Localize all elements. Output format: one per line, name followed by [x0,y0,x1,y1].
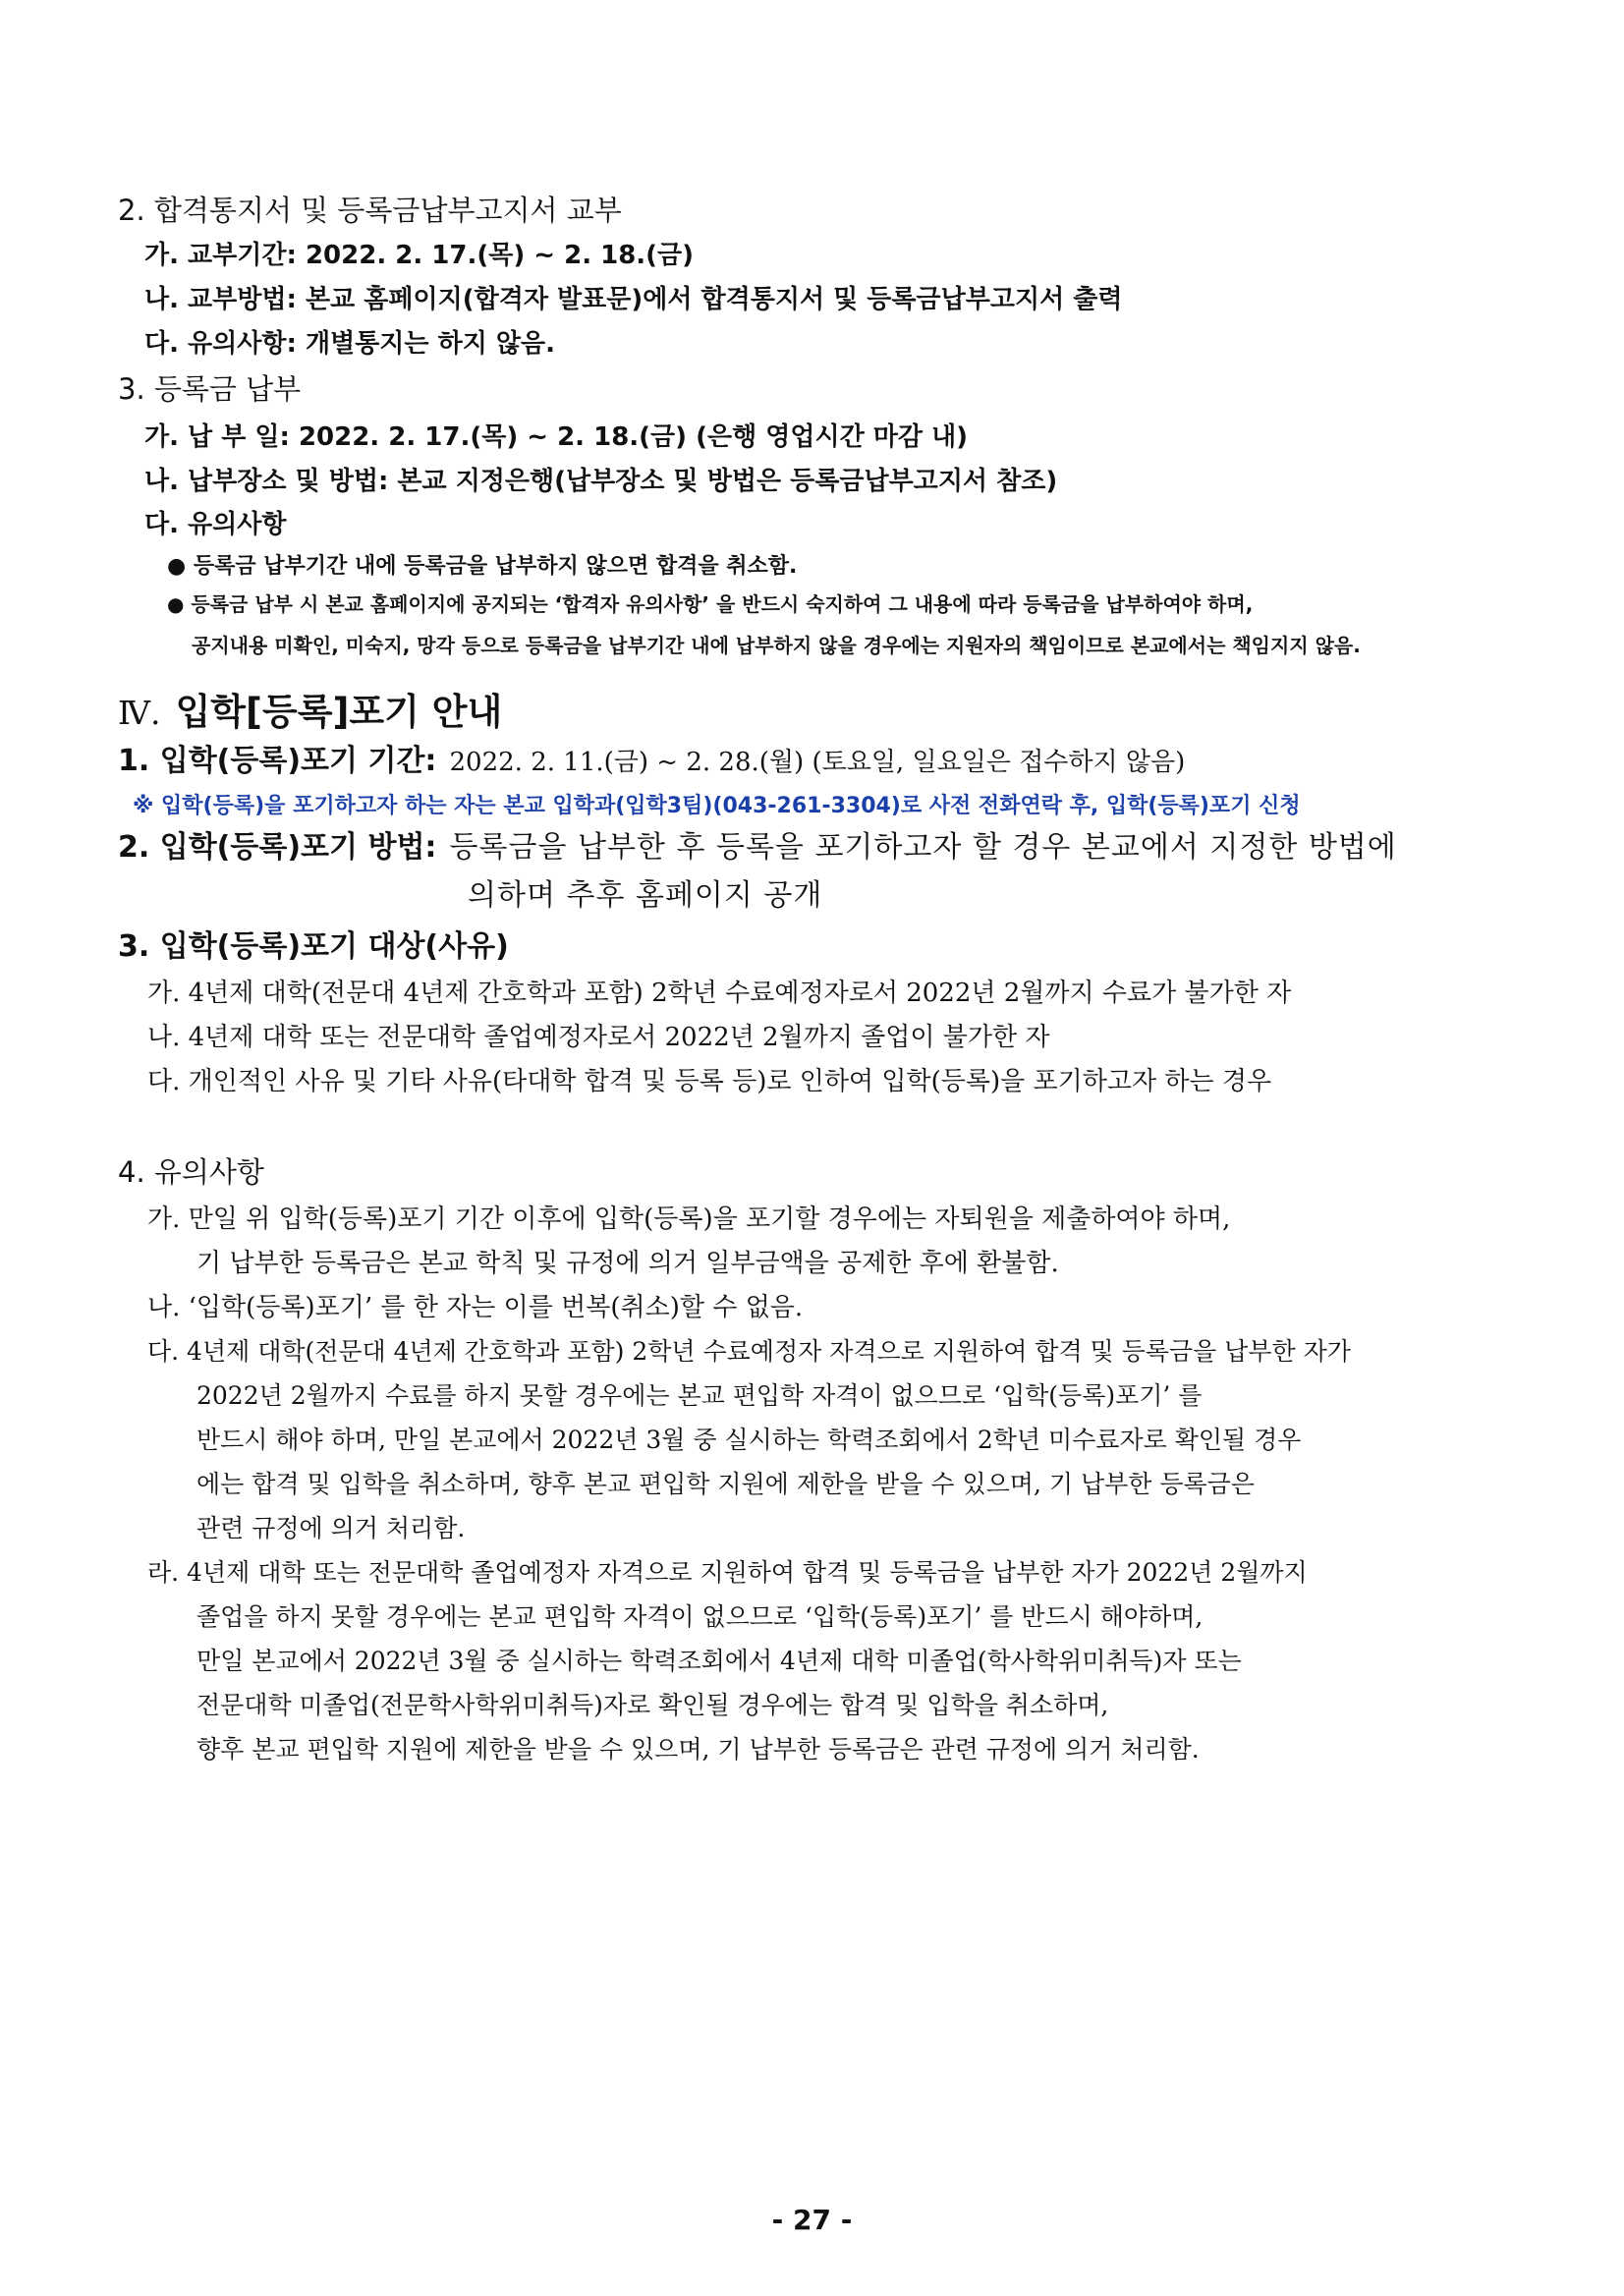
section-4-title: 입학[등록]포기 안내 [175,691,503,733]
sec4-target-b: 나. 4년제 대학 또는 전문대학 졸업예정자로서 2022년 2월까지 졸업이 불가한 자 [147,1023,1050,1052]
sec4-note-d1: 라. 4년제 대학 또는 전문대학 졸업예정자 자격으로 지원하여 합격 및 등록금을 납부한 자가 2022년 2월까지 [147,1558,1308,1587]
sec2-item-c: 다. 유의사항: 개별통지는 하지 않음. [144,329,555,359]
sec4-method-text-1: 등록금을 납부한 후 등록을 포기하고자 할 경우 본교에서 지정한 방법에 [449,830,1397,865]
sec3-bullet-2-line1: ● 등록금 납부 시 본교 홈페이지에 공지되는 ‘합격자 유의사항’ 을 반드시 숙지하여 그 내용에 따라 등록금을 납부하여야 하며, [167,592,1254,616]
page-number: - 27 - [771,2204,853,2236]
sec4-note-c3: 반드시 해야 하며, 만일 본교에서 2022년 3월 중 실시하는 학력조회에서 2학년 미수료자로 확인될 경우 [196,1426,1302,1454]
sec4-note-a2: 기 납부한 등록금은 본교 학칙 및 규정에 의거 일부금액을 공제한 후에 환불함. [196,1249,1059,1278]
sec4-period-line [118,744,1186,778]
section-4-heading [118,691,503,733]
sec4-note-c5: 관련 규정에 의거 처리함. [196,1514,466,1542]
roman-numeral: Ⅳ. [118,694,161,732]
sec2-item-a: 가. 교부기간: 2022. 2. 17.(목) ~ 2. 18.(금) [144,241,695,270]
sec4-note-b: 나. ‘입학(등록)포기’ 를 한 자는 이를 번복(취소)할 수 없음. [147,1293,804,1322]
sec4-note-d2: 졸업을 하지 못할 경우에는 본교 편입학 자격이 없으므로 ‘입학(등록)포기’ 를 반드시 해야하며, [196,1602,1204,1631]
sec4-note-c4: 에는 합격 및 입학을 취소하며, 향후 본교 편입학 지원에 제한을 받을 수 있으며, 기 납부한 등록금은 [196,1470,1255,1498]
sec4-note-d5: 향후 본교 편입학 지원에 제한을 받을 수 있으며, 기 납부한 등록금은 관련 규정에 의거 처리함. [196,1735,1200,1764]
sec3-item-a: 가. 납 부 일: 2022. 2. 17.(목) ~ 2. 18.(금) (은행 영업시간 마감 내) [144,422,969,452]
sec4-target-c: 다. 개인적인 사유 및 기타 사유(타대학 합격 및 등록 등)로 인하여 입학(등록)을 포기하고자 하는 경우 [147,1067,1272,1096]
sec4-target-a: 가. 4년제 대학(전문대 4년제 간호학과 포함) 2학년 수료예정자로서 2022년 2월까지 수료가 불가한 자 [147,979,1292,1008]
sec4-note-d3: 만일 본교에서 2022년 3월 중 실시하는 학력조회에서 4년제 대학 미졸업(학사학위미취득)자 또는 [196,1647,1242,1675]
sec4-method-label: 2. 입학(등록)포기 방법: [118,830,437,865]
sec3-item-b: 나. 납부장소 및 방법: 본교 지정은행(납부장소 및 방법은 등록금납부고지서 참조) [144,467,1058,496]
sec4-period-label: 1. 입학(등록)포기 기간: [118,744,437,778]
sec4-method-text-2: 의하며 추후 홈페이지 공개 [468,878,823,913]
sec4-notes-title: 4. 유의사항 [118,1155,264,1189]
sec4-note-c1: 다. 4년제 대학(전문대 4년제 간호학과 포함) 2학년 수료예정자 자격으로 지원하여 합격 및 등록금을 납부한 자가 [147,1337,1351,1366]
section-2-title: 2. 합격통지서 및 등록금납부고지서 교부 [118,194,622,227]
sec4-note-d4: 전문대학 미졸업(전문학사학위미취득)자로 확인될 경우에는 합격 및 입학을 취소하며, [196,1691,1109,1719]
sec3-bullet-2-line2: 공지내용 미확인, 미숙지, 망각 등으로 등록금을 납부기간 내에 납부하지 않을 경우에는 지원자의 책임이므로 본교에서는 책임지지 않음. [192,634,1361,657]
sec4-method-line1 [118,830,1397,865]
sec2-item-b: 나. 교부방법: 본교 홈페이지(합격자 발표문)에서 합격통지서 및 등록금납부고지서 출력 [144,285,1123,314]
sec4-target-title: 3. 입학(등록)포기 대상(사유) [118,929,509,964]
sec4-note-c2: 2022년 2월까지 수료를 하지 못할 경우에는 본교 편입학 자격이 없으므로 ‘입학(등록)포기’ 를 [196,1381,1203,1410]
sec4-note-a1: 가. 만일 위 입학(등록)포기 기간 이후에 입학(등록)을 포기할 경우에는 자퇴원을 제출하여야 하며, [147,1204,1231,1234]
sec3-bullet-1: ● 등록금 납부기간 내에 등록금을 납부하지 않으면 합격을 취소함. [167,554,798,579]
sec4-notice: ※ 입학(등록)을 포기하고자 하는 자는 본교 입학과(입학3팀)(043-261-3304)로 사전 전화연락 후, 입학(등록)포기 신청 [133,794,1301,818]
section-3-title: 3. 등록금 납부 [118,372,302,406]
sec4-period-value: 2022. 2. 11.(금) ~ 2. 28.(월) (토요일, 일요일은 접수하지 않음) [449,748,1186,777]
sec3-item-c: 다. 유의사항 [144,510,287,539]
